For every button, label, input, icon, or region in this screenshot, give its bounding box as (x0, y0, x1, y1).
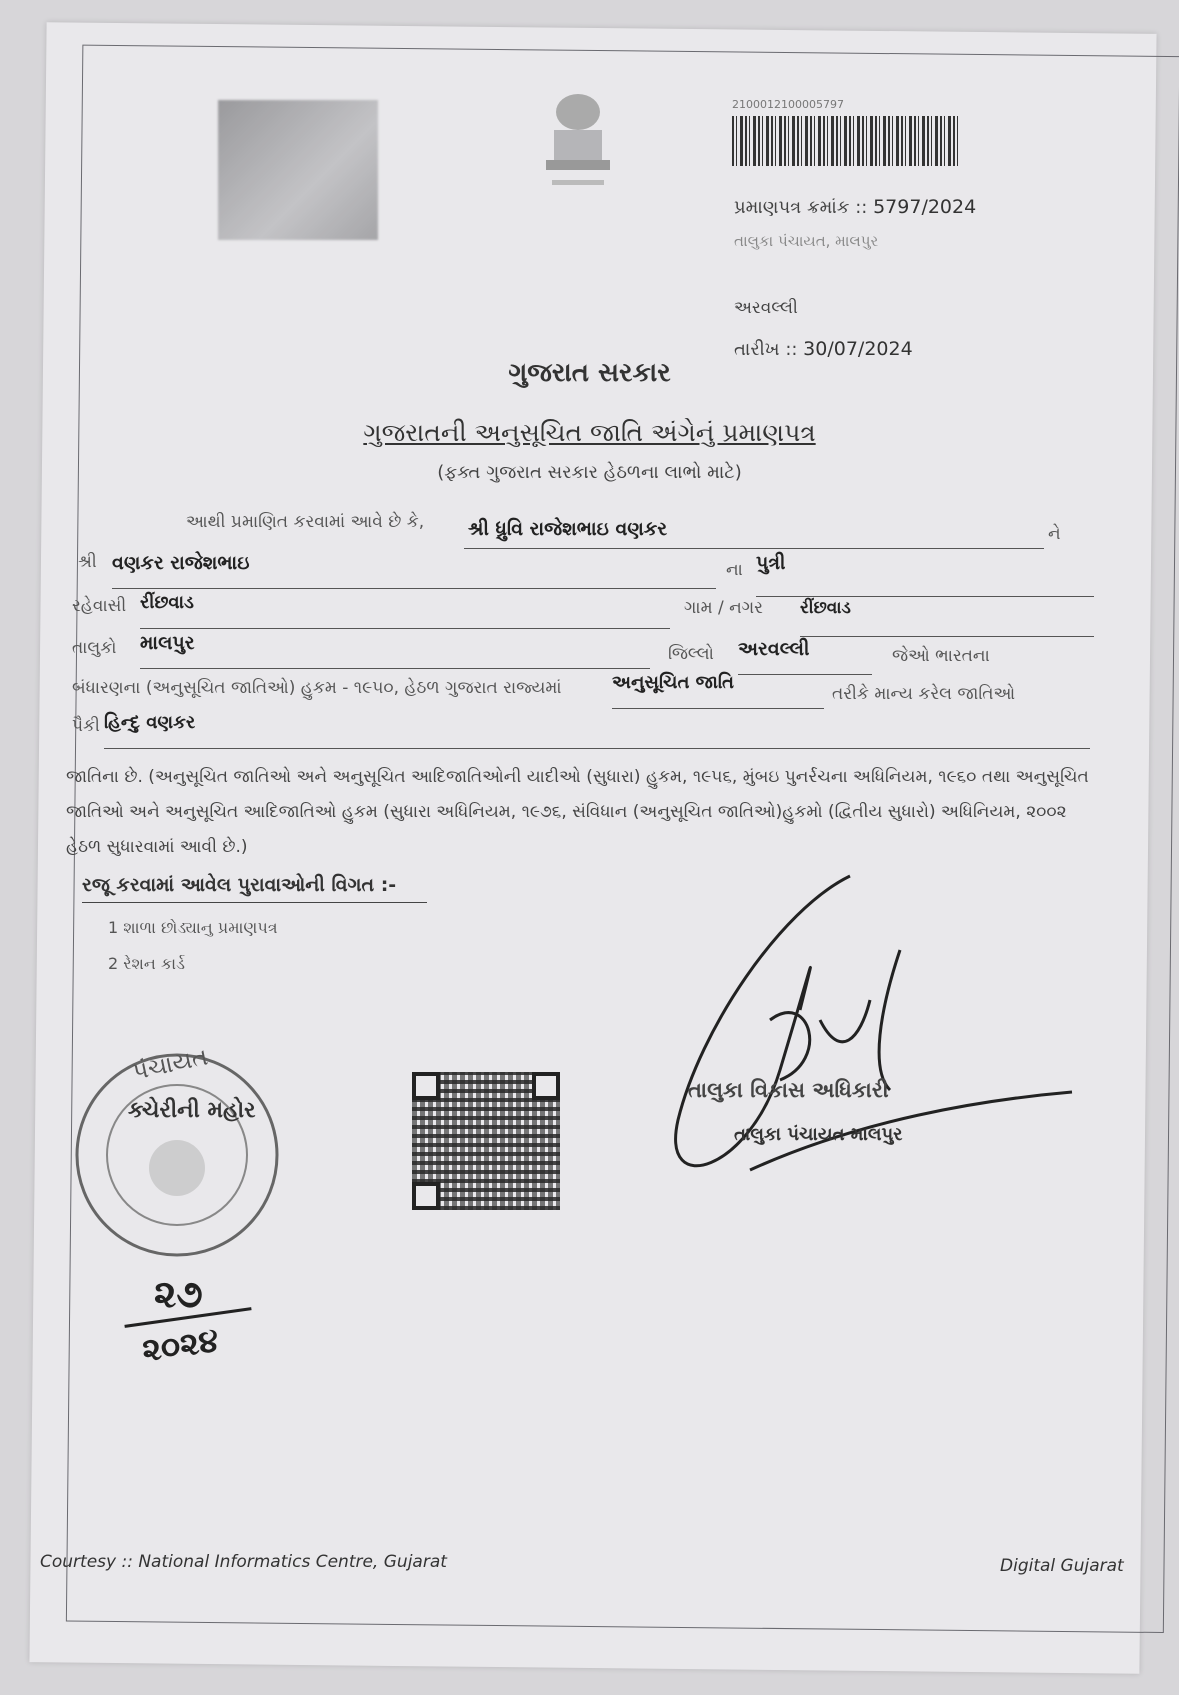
courtesy-text: Courtesy :: National Informatics Centre, Gujarat (40, 1552, 447, 1572)
district-line (738, 638, 872, 675)
village-label: ગામ / નગર (684, 598, 763, 618)
cert-number: 5797/2024 (873, 196, 977, 218)
qr-code (412, 1072, 560, 1210)
government-title: ગુજરાત સરકાર (508, 358, 671, 388)
digital-gujarat-text: Digital Gujarat (1000, 1556, 1124, 1576)
stamp-top-text: પંચાયત (129, 1042, 211, 1086)
caste-line (104, 712, 1090, 749)
evidence-heading: રજૂ કરવામાં આવેલ પુરાવાઓની વિગત :- (82, 874, 427, 903)
office-name: તાલુકા પંચાયત, માલપુર (734, 232, 879, 250)
resident-line (140, 592, 670, 629)
barcode-number: 2100012100005797 (732, 98, 844, 111)
village: રીંછવાડ (800, 598, 851, 618)
applicant-suffix: ને (1048, 524, 1061, 544)
village-line (800, 598, 1094, 637)
district: અરવલ્લી (738, 638, 810, 660)
relation: પુત્રી (756, 552, 786, 574)
legal-paragraph: જાતિના છે. (અનુસૂચિત જાતિઓ અને અનુસૂચિત આદિજાતિઓની યાદીઓ (સુધારા) હુકમ, ૧૯૫૬, મુંબઇ પુનર્રચના અધિનિયમ, ૧૯૬૦ તથા અનુસૂચિત જાતિઓ અને અનુસૂચિત આદિજાતિઓ હુકમ (સુધારા અધિનિયમ, ૧૯૭૬, સંવિધાન (અનુસૂચિત જાતિઓ)હુકમો (દ્વિતીય સુધારો) અધિનિયમ, ૨૦૦૨ હેઠળ સુધારવામાં આવી છે.) (66, 767, 1089, 857)
certificate-title: ગુજરાતની અનુસૂચિત જાતિ અંગેનું પ્રમાણપત્ર (363, 418, 816, 447)
header-district: અરવલ્લી (734, 298, 798, 318)
evidence-item: 2 રેશન કાર્ડ (108, 954, 185, 973)
shri-label: શ્રી (78, 552, 97, 572)
officer-signature (660, 870, 1080, 1210)
category: અનુસૂચિત જાતિ (612, 672, 734, 693)
taluka: માલપુર (140, 632, 195, 654)
taluka-label: તાલુકો (72, 638, 117, 658)
district-label: જિલ્લો (668, 644, 714, 664)
state-emblem-icon (532, 82, 624, 202)
cert-number-row: પ્રમાણપત્ર ક્રમાંક :: 5797/2024 (734, 196, 977, 218)
relation-line (756, 552, 1094, 597)
officer-title: તાલુકા વિકાસ અધિકારી (688, 1078, 889, 1102)
certify-prefix: આથી પ્રમાણિત કરવામાં આવે છે કે, (186, 512, 425, 532)
constitution-text: બંધારણના (અનુસૂચિત જાતિઓ) હુકમ - ૧૯૫૦, હેઠળ ગુજરાત રાજ્યમાં (72, 678, 562, 698)
caste: હિન્દુ વણકર (104, 712, 196, 733)
cert-number-label: પ્રમાણપત્ર ક્રમાંક (734, 197, 850, 218)
evidence-item: 1 શાળા છોડ્યાનુ પ્રમાણપત્ર (108, 918, 278, 937)
applicant-line (464, 518, 1044, 549)
relation-prefix: ના (726, 560, 743, 580)
among-label: પૈકી (72, 716, 100, 736)
stamp-center-text: ક્ચેરીની મહોર (128, 1098, 256, 1123)
applicant-name: શ્રી ધ્રુવિ રાજેશભાઇ વણકર (468, 518, 668, 540)
date-row: તારીખ :: 30/07/2024 (734, 338, 913, 360)
category-line (612, 672, 824, 709)
recognized-text: તરીકે માન્ય કરેલ જાતિઓ (832, 684, 1016, 704)
handwritten-year: ૨૦૨૪ (139, 1320, 221, 1370)
applicant-photo (218, 100, 378, 240)
resident: રીંછવાડ (140, 592, 194, 613)
barcode (732, 116, 960, 166)
resident-label: રહેવાસી (72, 596, 127, 616)
certificate-note: (ફક્ત ગુજરાત સરકાર હેઠળના લાભો માટે) (437, 462, 742, 483)
handwritten-number: ૨૭ (154, 1272, 203, 1316)
issue-date: 30/07/2024 (803, 338, 913, 360)
date-label: તારીખ (734, 339, 780, 360)
officer-office: તાલુકા પંચાયત માલપુર (734, 1124, 903, 1145)
parent-line (112, 552, 716, 589)
parent-name: વણકર રાજેશભાઇ (112, 552, 250, 574)
which-label: જેઓ ભારતના (892, 646, 990, 666)
taluka-line (140, 632, 650, 669)
